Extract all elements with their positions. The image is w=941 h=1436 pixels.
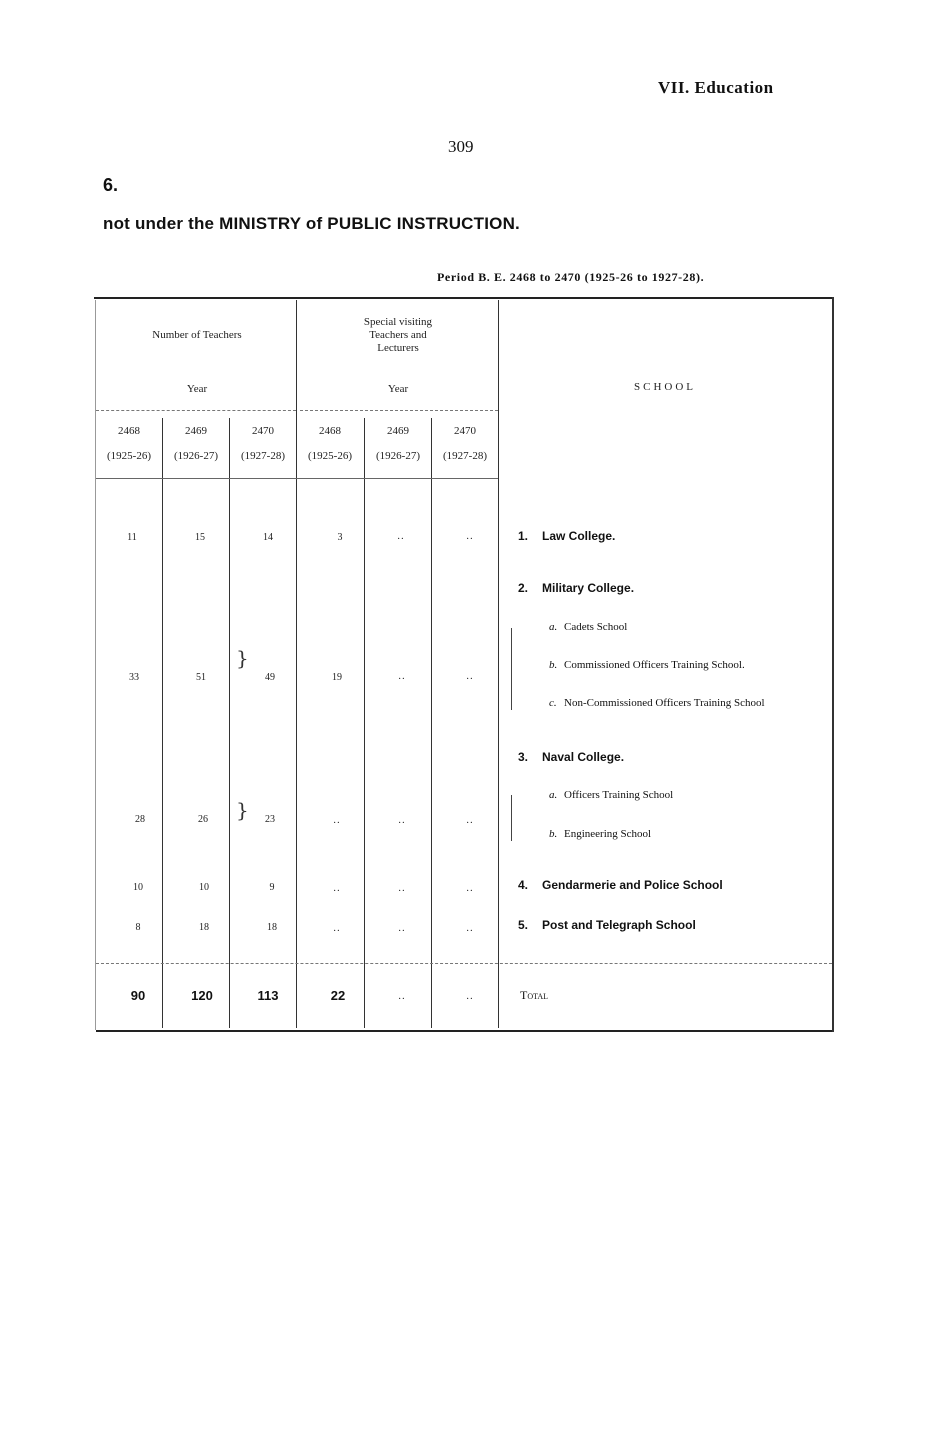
year-2468-ce: (1925-26)	[107, 450, 151, 462]
table-right-rule	[832, 297, 834, 1032]
total-label: Total	[520, 988, 549, 1002]
table-subtitle: not under the MINISTRY of PUBLIC INSTRUCTION.	[103, 214, 520, 233]
school-military	[518, 581, 634, 595]
school-number: 3.	[518, 750, 529, 764]
total-visiting-2470: ..	[466, 990, 474, 1002]
year-header-visiting: Year	[387, 383, 409, 395]
col-sep-school	[498, 300, 499, 1028]
cell-teachers-2468: 28	[135, 814, 145, 825]
cell-visiting-2468: 3	[337, 532, 343, 543]
cell-teachers-2469: 10	[199, 882, 209, 893]
sub-name: Non-Commissioned Officers Training School	[564, 697, 765, 709]
cell-teachers-2469: 18	[199, 922, 209, 933]
school-number: 4.	[518, 878, 529, 892]
school-number: 1.	[518, 529, 529, 543]
cell-visiting-2470: ..	[466, 670, 474, 682]
table-top-rule	[94, 297, 834, 299]
cell-visiting-2468: ..	[333, 922, 341, 934]
year-2470-be: 2470	[252, 425, 274, 437]
cell-visiting-2470: ..	[466, 882, 474, 894]
visiting-year-2469-ce: (1926-27)	[376, 450, 420, 462]
school-naval-a	[549, 789, 673, 801]
school-header: SCHOOL	[633, 381, 696, 393]
total-teachers-2468: 90	[130, 988, 146, 1003]
school-police	[518, 878, 723, 892]
visiting-group-header	[300, 316, 496, 355]
cell-teachers-2468: 33	[129, 672, 139, 683]
cell-visiting-2469: ..	[398, 670, 406, 682]
cell-teachers-2470: 14	[263, 532, 273, 543]
sub-letter: b.	[549, 659, 558, 671]
school-military-c	[549, 697, 765, 709]
page-number: 309	[448, 137, 474, 156]
school-law	[518, 529, 615, 543]
school-name: Law College.	[542, 529, 616, 543]
total-teachers-2469: 120	[191, 988, 213, 1003]
sub-letter: a.	[549, 621, 558, 633]
brace-military: }	[236, 646, 249, 670]
cell-teachers-2468: 10	[133, 882, 143, 893]
year-2470-ce: (1927-28)	[241, 450, 285, 462]
school-number: 5.	[518, 918, 529, 932]
cell-teachers-2469: 26	[198, 814, 208, 825]
school-military-a	[549, 621, 627, 633]
school-military-b	[549, 659, 745, 671]
school-post	[518, 918, 696, 932]
school-name: Naval College.	[542, 750, 625, 764]
year-2469-be: 2469	[185, 425, 207, 437]
cell-visiting-2468: ..	[333, 814, 341, 826]
visiting-year-2468-ce: (1925-26)	[308, 450, 352, 462]
section-label: VII. Education	[658, 78, 774, 97]
sub-letter: b.	[549, 828, 558, 840]
visiting-year-2470-be: 2470	[454, 425, 476, 437]
school-number: 2.	[518, 581, 529, 595]
school-name: Post and Telegraph School	[542, 918, 696, 932]
sub-name: Officers Training School	[564, 789, 674, 801]
table-bottom-rule	[96, 1030, 834, 1032]
col-sep-2	[229, 418, 230, 1028]
cell-visiting-2468: ..	[333, 882, 341, 894]
total-visiting-2469: ..	[398, 990, 406, 1002]
table-number: 6.	[103, 175, 119, 195]
total-teachers-2470: 113	[257, 988, 279, 1003]
cell-visiting-2469: ..	[398, 814, 406, 826]
brace-military-schools	[511, 628, 512, 710]
school-name: Military College.	[542, 581, 635, 595]
header-rule-year-left	[96, 410, 296, 411]
cell-visiting-2469: ..	[397, 530, 405, 542]
totals-rule	[96, 963, 832, 964]
sub-letter: a.	[549, 789, 558, 801]
period-caption: Period B. E. 2468 to 2470 (1925-26 to 1927-28).	[437, 270, 705, 284]
brace-naval-schools	[511, 795, 512, 841]
cell-teachers-2468: 8	[135, 922, 141, 933]
cell-teachers-2469: 15	[195, 532, 205, 543]
header-rule-year-right	[300, 410, 498, 411]
col-sep-4	[364, 418, 365, 1028]
visiting-year-2469-be: 2469	[387, 425, 409, 437]
cell-visiting-2468: 19	[332, 672, 342, 683]
cell-teachers-2468: 11	[127, 532, 137, 543]
cell-visiting-2469: ..	[398, 882, 406, 894]
visiting-year-2468-be: 2468	[319, 425, 341, 437]
visiting-header-line-3: Lecturers	[377, 342, 419, 354]
cell-teachers-2470: 49	[265, 672, 275, 683]
teachers-group-header: Number of Teachers	[152, 329, 242, 341]
visiting-header-line-2: Teachers and	[369, 329, 427, 341]
school-name: Gendarmerie and Police School	[542, 878, 723, 892]
total-visiting-2468: 22	[330, 988, 346, 1003]
cell-visiting-2470: ..	[466, 814, 474, 826]
visiting-header-line-1: Special visiting	[363, 316, 433, 328]
cell-visiting-2470: ..	[466, 530, 474, 542]
year-2469-ce: (1926-27)	[174, 450, 218, 462]
school-naval	[518, 750, 624, 764]
school-naval-b	[549, 828, 651, 840]
year-header-teachers: Year	[186, 383, 208, 395]
header-bottom-rule	[96, 478, 498, 479]
sub-name: Engineering School	[564, 828, 652, 840]
col-sep-3	[296, 300, 297, 1028]
sub-name: Commissioned Officers Training School.	[564, 659, 745, 671]
brace-naval: }	[236, 798, 249, 822]
sub-letter: c.	[549, 697, 557, 709]
cell-teachers-2470: 23	[265, 814, 275, 825]
cell-teachers-2470: 9	[269, 882, 275, 893]
sub-name: Cadets School	[564, 621, 628, 633]
year-2468-be: 2468	[118, 425, 140, 437]
visiting-year-2470-ce: (1927-28)	[443, 450, 487, 462]
col-sep-1	[162, 418, 163, 1028]
cell-visiting-2469: ..	[398, 922, 406, 934]
cell-visiting-2470: ..	[466, 922, 474, 934]
cell-teachers-2469: 51	[196, 672, 206, 683]
cell-teachers-2470: 18	[267, 922, 277, 933]
col-sep-5	[431, 418, 432, 1028]
